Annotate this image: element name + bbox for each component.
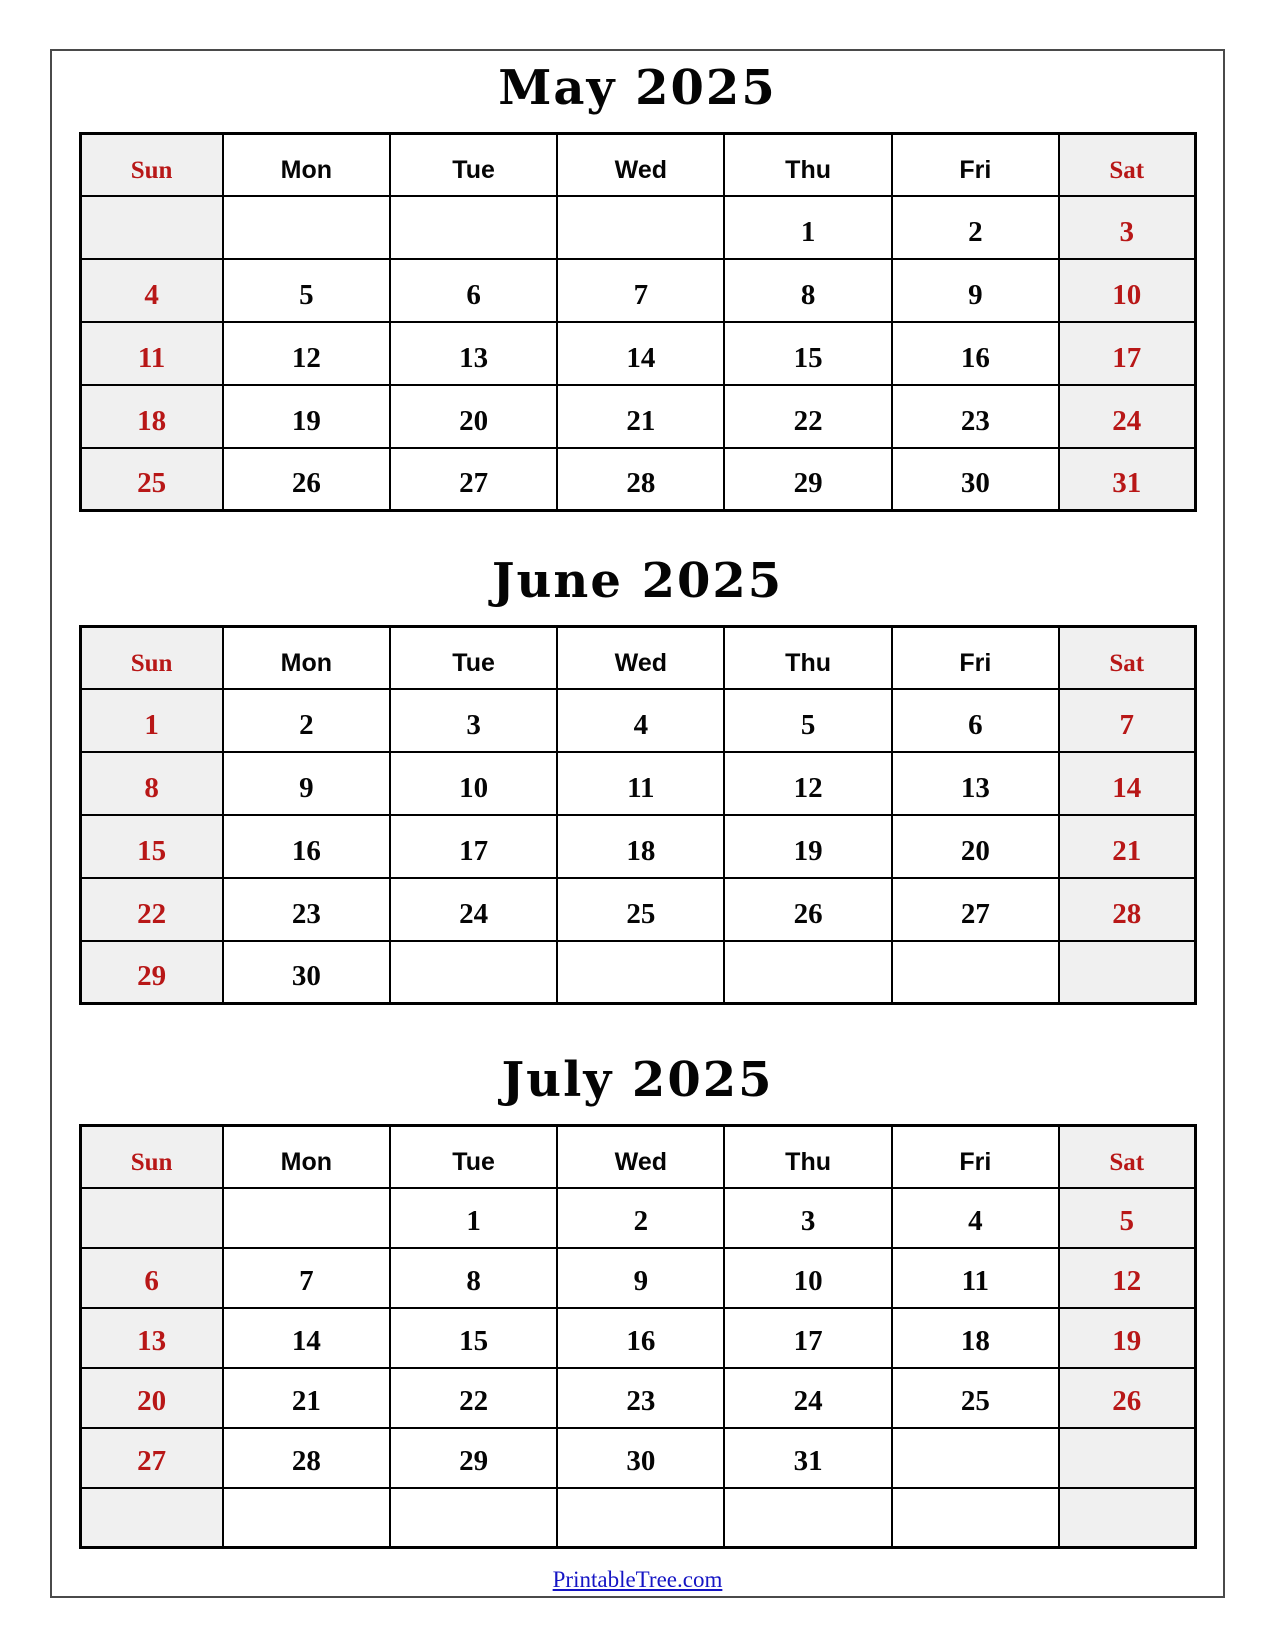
week-row bbox=[80, 878, 1195, 941]
day-cell-empty bbox=[892, 941, 1059, 1004]
week-row bbox=[80, 448, 1195, 511]
day-cell-empty bbox=[390, 196, 557, 259]
day-cell-25: 25 bbox=[557, 878, 724, 941]
weekday-header-wed: Wed bbox=[557, 627, 724, 689]
day-cell-29: 29 bbox=[80, 941, 223, 1004]
weekday-header-sat: Sat bbox=[1059, 1126, 1195, 1188]
day-cell-1: 1 bbox=[80, 689, 223, 752]
day-cell-5: 5 bbox=[223, 259, 390, 322]
day-cell-empty bbox=[80, 1188, 223, 1248]
day-cell-8: 8 bbox=[724, 259, 891, 322]
day-cell-15: 15 bbox=[390, 1308, 557, 1368]
month-title-june: June 2025 bbox=[491, 553, 784, 609]
day-cell-4: 4 bbox=[557, 689, 724, 752]
day-cell-2: 2 bbox=[892, 196, 1059, 259]
day-cell-12: 12 bbox=[1059, 1248, 1195, 1308]
day-cell-28: 28 bbox=[1059, 878, 1195, 941]
day-cell-24: 24 bbox=[1059, 385, 1195, 448]
day-cell-empty bbox=[390, 941, 557, 1004]
day-cell-3: 3 bbox=[724, 1188, 891, 1248]
day-cell-28: 28 bbox=[557, 448, 724, 511]
day-cell-10: 10 bbox=[390, 752, 557, 815]
weekday-header-thu: Thu bbox=[724, 134, 891, 196]
weekday-header-sat: Sat bbox=[1059, 134, 1195, 196]
week-row bbox=[80, 689, 1195, 752]
weekday-header-fri: Fri bbox=[892, 1126, 1059, 1188]
week-row bbox=[80, 1368, 1195, 1428]
page-frame bbox=[50, 49, 1225, 1598]
weekday-header-tue: Tue bbox=[390, 1126, 557, 1188]
day-cell-4: 4 bbox=[80, 259, 223, 322]
day-cell-18: 18 bbox=[557, 815, 724, 878]
day-cell-26: 26 bbox=[724, 878, 891, 941]
day-cell-29: 29 bbox=[390, 1428, 557, 1488]
day-cell-27: 27 bbox=[892, 878, 1059, 941]
day-cell-empty bbox=[1059, 1428, 1195, 1488]
day-cell-empty bbox=[223, 1188, 390, 1248]
day-cell-14: 14 bbox=[223, 1308, 390, 1368]
footer-link[interactable]: PrintableTree.com bbox=[552, 1567, 723, 1592]
day-cell-21: 21 bbox=[223, 1368, 390, 1428]
day-cell-29: 29 bbox=[724, 448, 891, 511]
weekday-header-sun: Sun bbox=[80, 134, 223, 196]
day-cell-14: 14 bbox=[1059, 752, 1195, 815]
week-row bbox=[80, 1308, 1195, 1368]
week-row bbox=[80, 752, 1195, 815]
day-cell-24: 24 bbox=[390, 878, 557, 941]
week-row bbox=[80, 322, 1195, 385]
calendar-body bbox=[80, 689, 1195, 1004]
weekday-header-tue: Tue bbox=[390, 134, 557, 196]
day-cell-13: 13 bbox=[390, 322, 557, 385]
weekday-header-sun: Sun bbox=[80, 627, 223, 689]
weekday-header-thu: Thu bbox=[724, 1126, 891, 1188]
weekday-header-row bbox=[80, 1126, 1195, 1188]
day-cell-1: 1 bbox=[390, 1188, 557, 1248]
day-cell-13: 13 bbox=[80, 1308, 223, 1368]
day-cell-17: 17 bbox=[1059, 322, 1195, 385]
week-row bbox=[80, 385, 1195, 448]
day-cell-19: 19 bbox=[724, 815, 891, 878]
day-cell-31: 31 bbox=[724, 1428, 891, 1488]
day-cell-22: 22 bbox=[80, 878, 223, 941]
day-cell-23: 23 bbox=[892, 385, 1059, 448]
weekday-header-mon: Mon bbox=[223, 134, 390, 196]
weekday-header-mon: Mon bbox=[223, 1126, 390, 1188]
weekday-header-fri: Fri bbox=[892, 134, 1059, 196]
day-cell-empty bbox=[1059, 1488, 1195, 1548]
day-cell-14: 14 bbox=[557, 322, 724, 385]
day-cell-7: 7 bbox=[223, 1248, 390, 1308]
day-cell-25: 25 bbox=[892, 1368, 1059, 1428]
day-cell-empty bbox=[557, 941, 724, 1004]
month-section-june bbox=[52, 552, 1223, 1005]
day-cell-3: 3 bbox=[1059, 196, 1195, 259]
day-cell-9: 9 bbox=[892, 259, 1059, 322]
day-cell-20: 20 bbox=[892, 815, 1059, 878]
weekday-header-row bbox=[80, 134, 1195, 196]
week-row bbox=[80, 1188, 1195, 1248]
day-cell-6: 6 bbox=[80, 1248, 223, 1308]
day-cell-16: 16 bbox=[557, 1308, 724, 1368]
month-section-may bbox=[52, 59, 1223, 512]
footer bbox=[52, 1567, 1223, 1593]
day-cell-19: 19 bbox=[1059, 1308, 1195, 1368]
week-row bbox=[80, 259, 1195, 322]
day-cell-27: 27 bbox=[80, 1428, 223, 1488]
day-cell-26: 26 bbox=[1059, 1368, 1195, 1428]
month-title-july: July 2025 bbox=[501, 1052, 774, 1108]
weekday-header-row bbox=[80, 134, 1195, 196]
day-cell-empty bbox=[223, 196, 390, 259]
day-cell-6: 6 bbox=[892, 689, 1059, 752]
day-cell-empty bbox=[557, 196, 724, 259]
day-cell-empty bbox=[892, 1488, 1059, 1548]
day-cell-5: 5 bbox=[1059, 1188, 1195, 1248]
day-cell-17: 17 bbox=[390, 815, 557, 878]
day-cell-21: 21 bbox=[557, 385, 724, 448]
week-row bbox=[80, 1488, 1195, 1548]
weekday-header-fri: Fri bbox=[892, 627, 1059, 689]
calendar-body bbox=[80, 1188, 1195, 1548]
day-cell-empty bbox=[223, 1488, 390, 1548]
day-cell-7: 7 bbox=[557, 259, 724, 322]
day-cell-1: 1 bbox=[724, 196, 891, 259]
day-cell-empty bbox=[724, 941, 891, 1004]
day-cell-9: 9 bbox=[223, 752, 390, 815]
day-cell-11: 11 bbox=[892, 1248, 1059, 1308]
week-row bbox=[80, 941, 1195, 1004]
day-cell-2: 2 bbox=[557, 1188, 724, 1248]
day-cell-19: 19 bbox=[223, 385, 390, 448]
day-cell-28: 28 bbox=[223, 1428, 390, 1488]
day-cell-12: 12 bbox=[223, 322, 390, 385]
month-title-may: May 2025 bbox=[498, 60, 777, 116]
day-cell-30: 30 bbox=[223, 941, 390, 1004]
day-cell-5: 5 bbox=[724, 689, 891, 752]
day-cell-13: 13 bbox=[892, 752, 1059, 815]
day-cell-22: 22 bbox=[724, 385, 891, 448]
week-row bbox=[80, 1248, 1195, 1308]
day-cell-10: 10 bbox=[1059, 259, 1195, 322]
day-cell-22: 22 bbox=[390, 1368, 557, 1428]
calendar-table-june bbox=[79, 625, 1197, 1005]
day-cell-24: 24 bbox=[724, 1368, 891, 1428]
day-cell-15: 15 bbox=[80, 815, 223, 878]
day-cell-21: 21 bbox=[1059, 815, 1195, 878]
day-cell-26: 26 bbox=[223, 448, 390, 511]
weekday-header-row bbox=[80, 627, 1195, 689]
day-cell-27: 27 bbox=[390, 448, 557, 511]
day-cell-23: 23 bbox=[557, 1368, 724, 1428]
calendar-body bbox=[80, 196, 1195, 511]
day-cell-31: 31 bbox=[1059, 448, 1195, 511]
weekday-header-wed: Wed bbox=[557, 134, 724, 196]
day-cell-15: 15 bbox=[724, 322, 891, 385]
day-cell-empty bbox=[390, 1488, 557, 1548]
day-cell-6: 6 bbox=[390, 259, 557, 322]
day-cell-20: 20 bbox=[80, 1368, 223, 1428]
day-cell-empty bbox=[557, 1488, 724, 1548]
day-cell-empty bbox=[80, 1488, 223, 1548]
weekday-header-mon: Mon bbox=[223, 627, 390, 689]
day-cell-10: 10 bbox=[724, 1248, 891, 1308]
day-cell-2: 2 bbox=[223, 689, 390, 752]
day-cell-16: 16 bbox=[892, 322, 1059, 385]
weekday-header-tue: Tue bbox=[390, 627, 557, 689]
day-cell-8: 8 bbox=[80, 752, 223, 815]
day-cell-empty bbox=[724, 1488, 891, 1548]
day-cell-empty bbox=[80, 196, 223, 259]
day-cell-18: 18 bbox=[892, 1308, 1059, 1368]
week-row bbox=[80, 1428, 1195, 1488]
day-cell-4: 4 bbox=[892, 1188, 1059, 1248]
day-cell-empty bbox=[1059, 941, 1195, 1004]
day-cell-30: 30 bbox=[892, 448, 1059, 511]
day-cell-3: 3 bbox=[390, 689, 557, 752]
weekday-header-row bbox=[80, 1126, 1195, 1188]
weekday-header-sat: Sat bbox=[1059, 627, 1195, 689]
day-cell-25: 25 bbox=[80, 448, 223, 511]
calendar-table-may bbox=[79, 132, 1197, 512]
day-cell-30: 30 bbox=[557, 1428, 724, 1488]
day-cell-18: 18 bbox=[80, 385, 223, 448]
day-cell-16: 16 bbox=[223, 815, 390, 878]
day-cell-12: 12 bbox=[724, 752, 891, 815]
day-cell-11: 11 bbox=[80, 322, 223, 385]
day-cell-20: 20 bbox=[390, 385, 557, 448]
day-cell-11: 11 bbox=[557, 752, 724, 815]
month-section-july bbox=[52, 1051, 1223, 1549]
weekday-header-row bbox=[80, 627, 1195, 689]
day-cell-9: 9 bbox=[557, 1248, 724, 1308]
week-row bbox=[80, 815, 1195, 878]
day-cell-23: 23 bbox=[223, 878, 390, 941]
weekday-header-wed: Wed bbox=[557, 1126, 724, 1188]
day-cell-17: 17 bbox=[724, 1308, 891, 1368]
day-cell-8: 8 bbox=[390, 1248, 557, 1308]
day-cell-7: 7 bbox=[1059, 689, 1195, 752]
calendar-table-july bbox=[79, 1124, 1197, 1549]
weekday-header-thu: Thu bbox=[724, 627, 891, 689]
day-cell-empty bbox=[892, 1428, 1059, 1488]
week-row bbox=[80, 196, 1195, 259]
weekday-header-sun: Sun bbox=[80, 1126, 223, 1188]
